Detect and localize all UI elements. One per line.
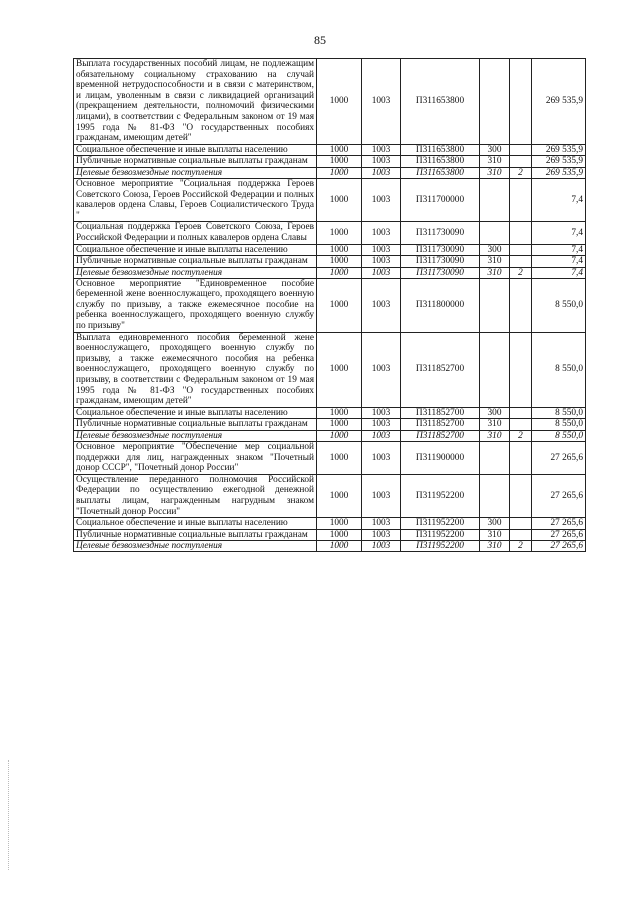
target-article-cell: П311653800 (401, 59, 480, 145)
row-name-cell: Публичные нормативные социальные выплаты гражданам (74, 156, 317, 168)
section-code-cell: 1000 (317, 178, 362, 221)
row-name-cell: Основное мероприятие "Социальная поддержка Героев Советского Союза, Героев Российской Федерации и полных кавалеров ордена Славы, Героев Социалистического Труда " (74, 178, 317, 221)
row-name-cell: Выплата единовременного пособия беременной жене военнослужащего, проходящего военную службу по призыву, а также ежемесячного пособия на ребенка военнослужащего, проходящего военную службу по призыву, в соответствии с Федеральным законом от 19 мая 1995 года № 81-ФЗ "О государственных пособиях гражданам, имеющим детей" (74, 332, 317, 407)
table-row-target-receipts (74, 541, 586, 552)
row-name-cell: Целевые безвозмездные поступления (74, 431, 317, 442)
expense-type-cell: 300 (480, 407, 510, 419)
target-article-cell: П311852700 (401, 332, 480, 407)
source-code-cell (510, 59, 532, 145)
amount-cell: 27 265,6 (532, 541, 586, 552)
amount-cell: 7,4 (532, 244, 586, 256)
expense-type-cell: 310 (480, 167, 510, 178)
section-code-cell: 1000 (317, 144, 362, 156)
source-code-cell (510, 442, 532, 475)
section-code-cell: 1000 (317, 167, 362, 178)
section-code-cell: 1000 (317, 156, 362, 168)
budget-table (73, 58, 586, 552)
target-article-cell: П311730090 (401, 244, 480, 256)
target-article-cell: П311730090 (401, 222, 480, 244)
expense-type-cell (480, 442, 510, 475)
source-code-cell: 2 (510, 267, 532, 278)
row-name-cell: Социальное обеспечение и иные выплаты населению (74, 518, 317, 530)
subsection-code-cell: 1003 (362, 419, 401, 431)
section-code-cell: 1000 (317, 267, 362, 278)
table-row (74, 144, 586, 156)
source-code-cell (510, 244, 532, 256)
table-row (74, 244, 586, 256)
amount-cell: 7,4 (532, 256, 586, 268)
amount-cell: 7,4 (532, 222, 586, 244)
target-article-cell: П311900000 (401, 442, 480, 475)
amount-cell: 7,4 (532, 178, 586, 221)
row-name-cell: Целевые безвозмездные поступления (74, 167, 317, 178)
target-article-cell: П311952200 (401, 541, 480, 552)
section-code-cell: 1000 (317, 222, 362, 244)
subsection-code-cell: 1003 (362, 442, 401, 475)
subsection-code-cell: 1003 (362, 474, 401, 517)
expense-type-cell: 310 (480, 541, 510, 552)
section-code-cell: 1000 (317, 419, 362, 431)
section-code-cell: 1000 (317, 541, 362, 552)
subsection-code-cell: 1003 (362, 156, 401, 168)
table-row (74, 278, 586, 332)
subsection-code-cell: 1003 (362, 267, 401, 278)
expense-type-cell (480, 474, 510, 517)
page-number: 85 (314, 33, 326, 47)
amount-cell: 8 550,0 (532, 419, 586, 431)
amount-cell: 269 535,9 (532, 144, 586, 156)
subsection-code-cell: 1003 (362, 144, 401, 156)
row-name-cell: Публичные нормативные социальные выплаты гражданам (74, 529, 317, 541)
expense-type-cell: 310 (480, 419, 510, 431)
section-code-cell: 1000 (317, 442, 362, 475)
expense-type-cell: 310 (480, 431, 510, 442)
source-code-cell (510, 474, 532, 517)
target-article-cell: П311852700 (401, 431, 480, 442)
target-article-cell: П311730090 (401, 256, 480, 268)
amount-cell: 27 265,6 (532, 474, 586, 517)
amount-cell: 27 265,6 (532, 518, 586, 530)
table-row-target-receipts (74, 267, 586, 278)
row-name-cell: Основное мероприятие "Обеспечение мер социальной поддержки для лиц, награжденных знаком "Почетный донор СССР", "Почетный донор России" (74, 442, 317, 475)
source-code-cell (510, 407, 532, 419)
table-row-target-receipts (74, 167, 586, 178)
expense-type-cell: 310 (480, 267, 510, 278)
row-name-cell: Социальное обеспечение и иные выплаты населению (74, 244, 317, 256)
section-code-cell: 1000 (317, 59, 362, 145)
section-code-cell: 1000 (317, 278, 362, 332)
target-article-cell: П311800000 (401, 278, 480, 332)
subsection-code-cell: 1003 (362, 431, 401, 442)
row-name-cell: Социальная поддержка Героев Советского Союза, Героев Российской Федерации и полных кавалеров ордена Славы (74, 222, 317, 244)
section-code-cell: 1000 (317, 256, 362, 268)
section-code-cell: 1000 (317, 407, 362, 419)
expense-type-cell (480, 278, 510, 332)
subsection-code-cell: 1003 (362, 332, 401, 407)
table-row-target-receipts (74, 431, 586, 442)
expense-type-cell (480, 222, 510, 244)
target-article-cell: П311952200 (401, 518, 480, 530)
budget-table-body (74, 59, 586, 552)
source-code-cell (510, 144, 532, 156)
row-name-cell: Публичные нормативные социальные выплаты гражданам (74, 256, 317, 268)
expense-type-cell: 310 (480, 156, 510, 168)
source-code-cell: 2 (510, 167, 532, 178)
target-article-cell: П311653800 (401, 144, 480, 156)
expense-type-cell: 310 (480, 529, 510, 541)
amount-cell: 269 535,9 (532, 59, 586, 145)
amount-cell: 27 265,6 (532, 442, 586, 475)
expense-type-cell: 300 (480, 244, 510, 256)
row-name-cell: Выплата государственных пособий лицам, не подлежащим обязательному социальному страхованию на случай временной нетрудоспособности и в связи с материнством, и лицам, уволенным в связи с ликвидацией организаций (прекращением деятельности, полномочий физическими лицами), в соответствии с Федеральным законом от 19 мая 1995 года № 81-ФЗ "О государственных пособиях гражданам, имеющим детей" (74, 59, 317, 145)
subsection-code-cell: 1003 (362, 222, 401, 244)
target-article-cell: П311700000 (401, 178, 480, 221)
target-article-cell: П311952200 (401, 529, 480, 541)
table-row (74, 474, 586, 517)
section-code-cell: 1000 (317, 332, 362, 407)
subsection-code-cell: 1003 (362, 529, 401, 541)
row-name-cell: Основное мероприятие "Единовременное пособие беременной жене военнослужащего, проходящего военную службу по призыву, а также ежемесячное пособие на ребенка военнослужащего, проходящего военную службу по призыву" (74, 278, 317, 332)
target-article-cell: П311730090 (401, 267, 480, 278)
source-code-cell (510, 278, 532, 332)
expense-type-cell: 300 (480, 144, 510, 156)
table-row (74, 518, 586, 530)
table-row (74, 332, 586, 407)
row-name-cell: Целевые безвозмездные поступления (74, 541, 317, 552)
section-code-cell: 1000 (317, 518, 362, 530)
subsection-code-cell: 1003 (362, 167, 401, 178)
subsection-code-cell: 1003 (362, 407, 401, 419)
table-row (74, 156, 586, 168)
amount-cell: 269 535,9 (532, 167, 586, 178)
subsection-code-cell: 1003 (362, 244, 401, 256)
amount-cell: 269 535,9 (532, 156, 586, 168)
table-row (74, 419, 586, 431)
row-name-cell: Социальное обеспечение и иные выплаты населению (74, 144, 317, 156)
expense-type-cell (480, 178, 510, 221)
subsection-code-cell: 1003 (362, 518, 401, 530)
expense-type-cell (480, 332, 510, 407)
source-code-cell (510, 419, 532, 431)
source-code-cell (510, 178, 532, 221)
table-row (74, 222, 586, 244)
source-code-cell (510, 518, 532, 530)
table-row (74, 407, 586, 419)
subsection-code-cell: 1003 (362, 256, 401, 268)
row-name-cell: Осуществление переданного полномочия Российской Федерации по осуществлению ежегодной денежной выплаты лицам, награжденным нагрудным знаком "Почетный донор России" (74, 474, 317, 517)
amount-cell: 8 550,0 (532, 332, 586, 407)
table-row (74, 529, 586, 541)
table-row (74, 442, 586, 475)
amount-cell: 27 265,6 (532, 529, 586, 541)
row-name-cell: Целевые безвозмездные поступления (74, 267, 317, 278)
source-code-cell (510, 529, 532, 541)
source-code-cell: 2 (510, 431, 532, 442)
expense-type-cell: 300 (480, 518, 510, 530)
row-name-cell: Социальное обеспечение и иные выплаты населению (74, 407, 317, 419)
section-code-cell: 1000 (317, 529, 362, 541)
table-row (74, 178, 586, 221)
subsection-code-cell: 1003 (362, 278, 401, 332)
row-name-cell: Публичные нормативные социальные выплаты гражданам (74, 419, 317, 431)
target-article-cell: П311952200 (401, 474, 480, 517)
expense-type-cell: 310 (480, 256, 510, 268)
section-code-cell: 1000 (317, 474, 362, 517)
amount-cell: 8 550,0 (532, 278, 586, 332)
subsection-code-cell: 1003 (362, 541, 401, 552)
section-code-cell: 1000 (317, 431, 362, 442)
source-code-cell (510, 256, 532, 268)
target-article-cell: П311653800 (401, 167, 480, 178)
source-code-cell (510, 332, 532, 407)
subsection-code-cell: 1003 (362, 178, 401, 221)
target-article-cell: П311852700 (401, 419, 480, 431)
section-code-cell: 1000 (317, 244, 362, 256)
target-article-cell: П311653800 (401, 156, 480, 168)
amount-cell: 8 550,0 (532, 431, 586, 442)
target-article-cell: П311852700 (401, 407, 480, 419)
table-row (74, 59, 586, 145)
amount-cell: 7,4 (532, 267, 586, 278)
amount-cell: 8 550,0 (532, 407, 586, 419)
source-code-cell: 2 (510, 541, 532, 552)
expense-type-cell (480, 59, 510, 145)
source-code-cell (510, 156, 532, 168)
source-code-cell (510, 222, 532, 244)
margin-dots (8, 760, 11, 870)
subsection-code-cell: 1003 (362, 59, 401, 145)
table-row (74, 256, 586, 268)
